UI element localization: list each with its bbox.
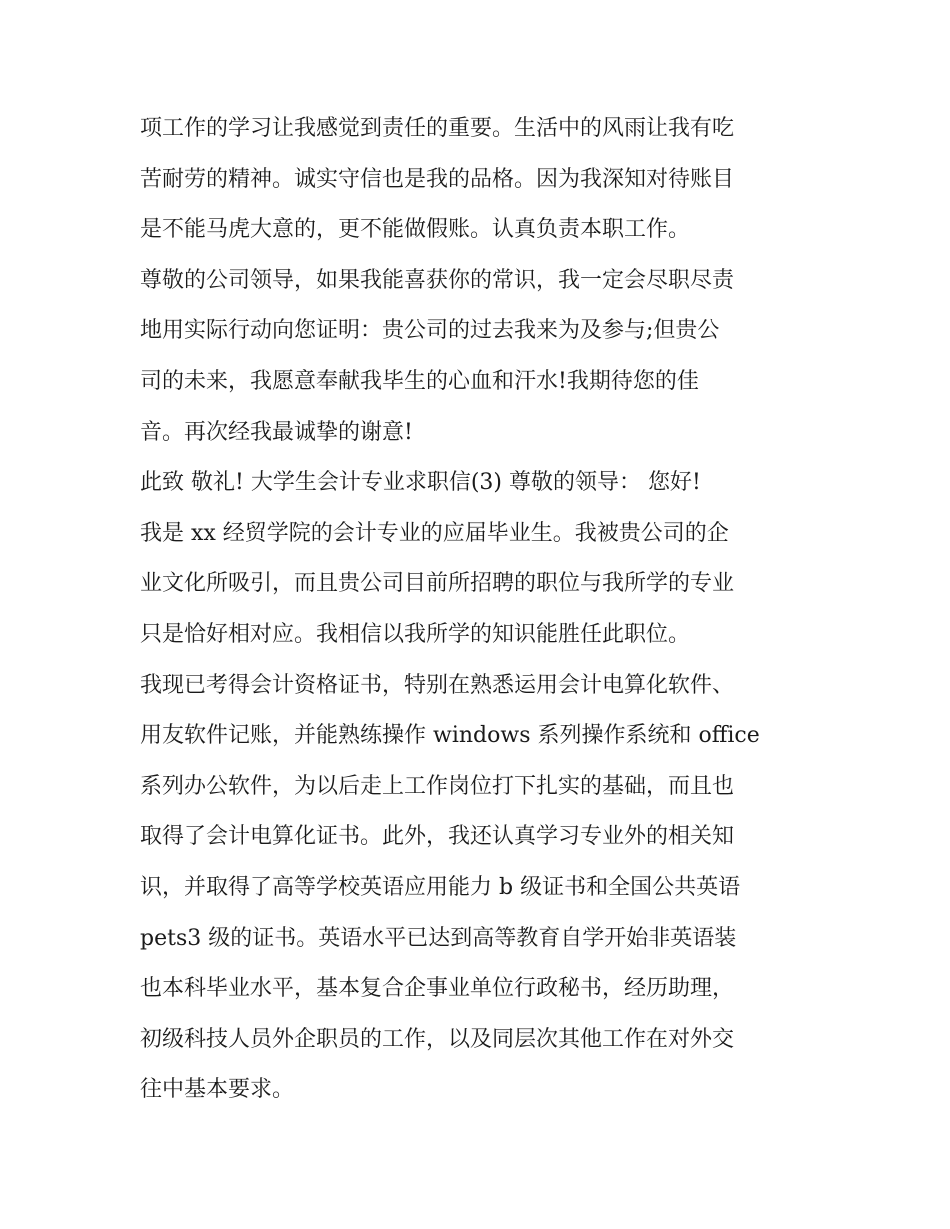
text-line: 我现已考得会计资格证书，特别在熟悉运用会计电算化软件、 xyxy=(140,672,735,698)
text-line: 识，并取得了高等学校英语应用能力 b 级证书和全国公共英语 xyxy=(140,874,741,900)
text-line: 只是恰好相对应。我相信以我所学的知识能胜任此职位。 xyxy=(140,621,691,647)
text-line: pets3 级的证书。英语水平已达到高等教育自学开始非英语装 xyxy=(140,925,737,951)
text-line: 也本科毕业水平，基本复合企事业单位行政秘书，经历助理， xyxy=(140,976,735,1002)
text-line: 用友软件记账，并能熟练操作 windows 系列操作系统和 office xyxy=(140,723,760,749)
text-line: 是不能马虎大意的，更不能做假账。认真负责本职工作。 xyxy=(140,217,691,243)
text-line: 往中基本要求。 xyxy=(140,1077,295,1103)
text-line: 我是 xx 经贸学院的会计专业的应届毕业生。我被贵公司的企 xyxy=(140,520,729,546)
text-line: 音。再次经我最诚挚的谢意! xyxy=(140,419,413,445)
text-line: 取得了会计电算化证书。此外，我还认真学习专业外的相关知 xyxy=(140,824,735,850)
text-line: 地用实际行动向您证明：贵公司的过去我来为及参与;但贵公 xyxy=(140,318,720,344)
text-line: 初级科技人员外企职员的工作，以及同层次其他工作在对外交 xyxy=(140,1026,735,1052)
text-line: 苦耐劳的精神。诚实守信也是我的品格。因为我深知对待账目 xyxy=(140,166,735,192)
text-line: 尊敬的公司领导，如果我能喜获你的常识，我一定会尽职尽责 xyxy=(140,267,735,293)
document-body xyxy=(140,104,820,1116)
text-line: 司的未来，我愿意奉献我毕生的心血和汗水!我期待您的佳 xyxy=(140,368,699,394)
text-line: 此致 敬礼! 大学生会计专业求职信(3) 尊敬的领导： 您好! xyxy=(140,470,701,496)
text-line: 项工作的学习让我感觉到责任的重要。生活中的风雨让我有吃 xyxy=(140,116,735,141)
text-line: 业文化所吸引，而且贵公司目前所招聘的职位与我所学的专业 xyxy=(140,571,735,597)
text-line: 系列办公软件，为以后走上工作岗位打下扎实的基础，而且也 xyxy=(140,773,735,799)
